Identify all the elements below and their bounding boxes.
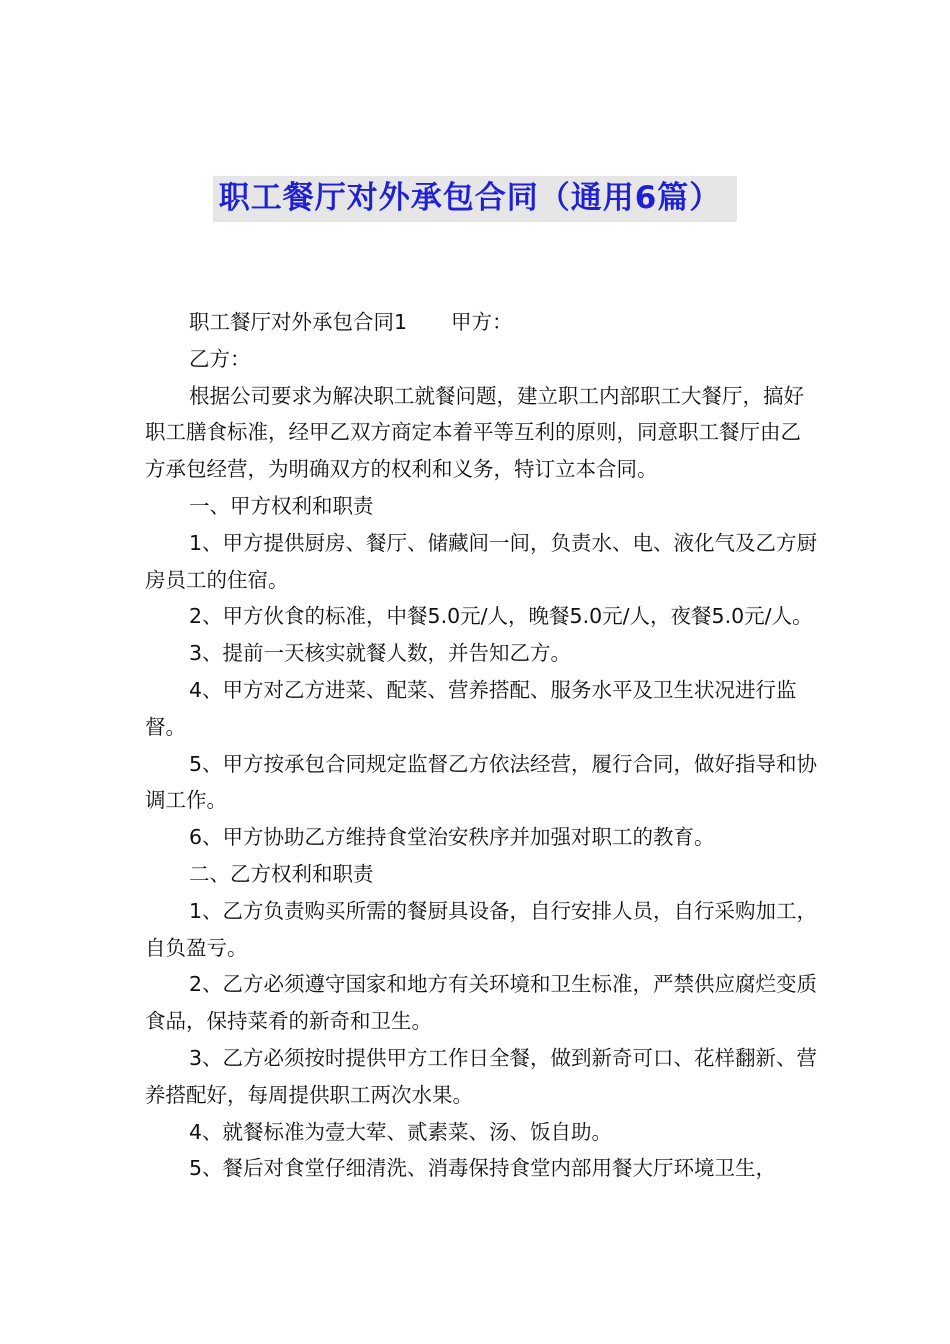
- document-body: [145, 304, 820, 1187]
- paragraph: 2、甲方伙食的标准，中餐5.0元/人，晚餐5.0元/人，夜餐5.0元/人。: [189, 604, 813, 629]
- party-a-label: 甲方：: [451, 310, 513, 334]
- paragraph: 6、甲方协助乙方维持食堂治安秩序并加强对职工的教育。: [189, 825, 715, 850]
- paragraph: 4、甲方对乙方进菜、配菜、营养搭配、服务水平及卫生状况进行监督。: [145, 677, 797, 739]
- paragraph: 5、餐后对食堂仔细清洗、消毒保持食堂内部用餐大厅环境卫生，: [189, 1156, 777, 1181]
- paragraph: 2、乙方必须遵守国家和地方有关环境和卫生标准，严禁供应腐烂变质食品，保持菜肴的新奇和卫生。: [145, 972, 818, 1034]
- document-title: 职工餐厅对外承包合同（通用6篇）: [213, 176, 738, 222]
- section-heading: 一、甲方权利和职责: [189, 493, 374, 518]
- paragraph: 4、就餐标准为壹大荤、贰素菜、汤、饭自助。: [189, 1119, 613, 1144]
- contract-heading: 职工餐厅对外承包合同1: [189, 310, 408, 334]
- paragraph: 5、甲方按承包合同规定监督乙方依法经营，履行合同，做好指导和协调工作。: [145, 751, 818, 813]
- paragraph: 乙方：: [189, 346, 251, 371]
- paragraph: 1、乙方负责购买所需的餐厨具设备，自行安排人员，自行采购加工，自负盈亏。: [145, 898, 818, 960]
- title-container: [0, 176, 950, 222]
- paragraph: 3、提前一天核实就餐人数，并告知乙方。: [189, 641, 572, 666]
- paragraph: 3、乙方必须按时提供甲方工作日全餐，做到新奇可口、花样翻新、营养搭配好，每周提供职工两次水果。: [145, 1045, 818, 1107]
- paragraph-contract-heading: [145, 304, 820, 341]
- paragraph: 根据公司要求为解决职工就餐问题，建立职工内部职工大餐厅，搞好职工膳食标准，经甲乙双方商定本着平等互利的原则，同意职工餐厅由乙方承包经营，为明确双方的权利和义务，特订立本合同。: [145, 383, 804, 482]
- section-heading: 二、乙方权利和职责: [189, 861, 374, 886]
- paragraph: 1、甲方提供厨房、餐厅、储藏间一间，负责水、电、液化气及乙方厨房员工的住宿。: [145, 530, 818, 592]
